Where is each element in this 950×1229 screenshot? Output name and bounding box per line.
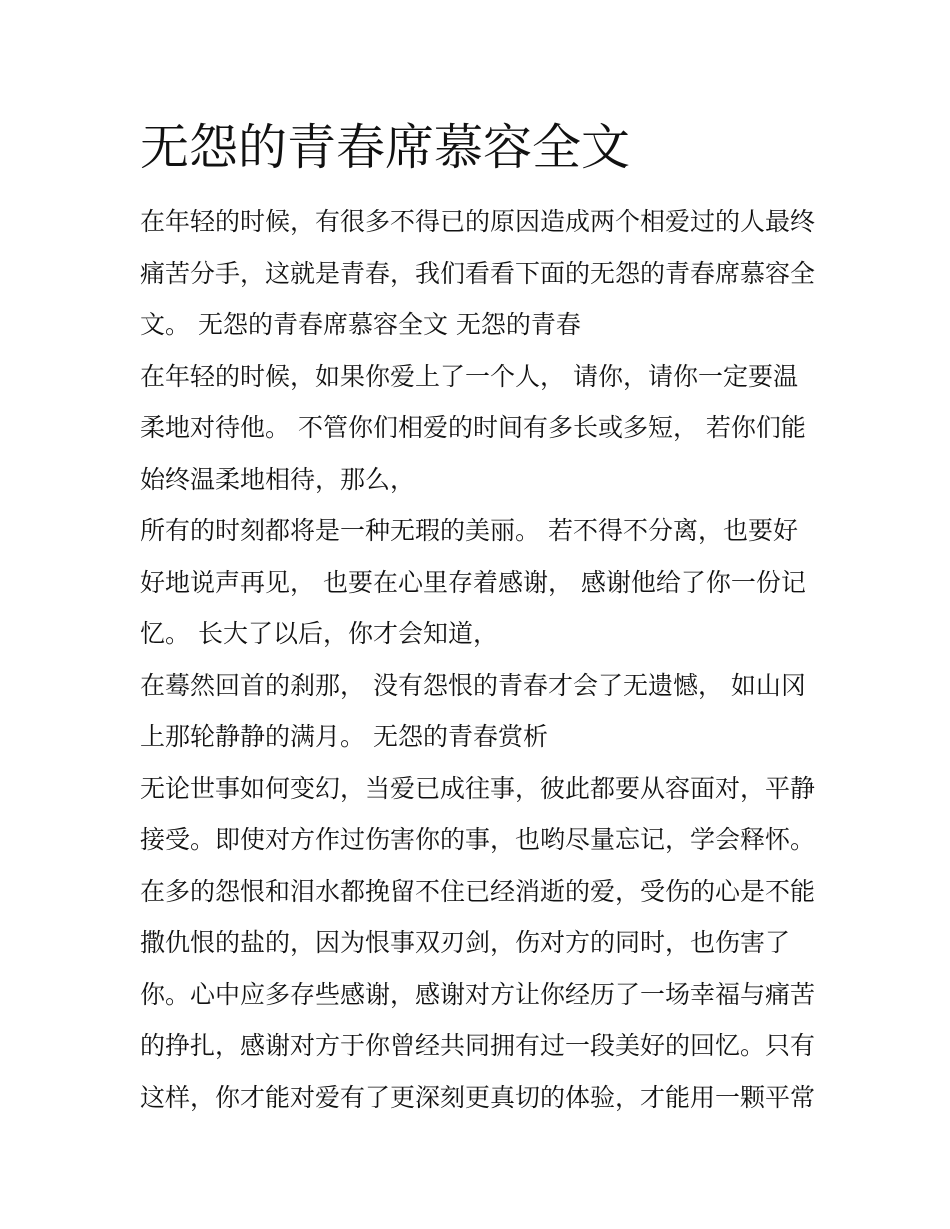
- document-title: 无怨的青春席慕容全文: [140, 119, 631, 176]
- text-line: 的挣扎，感谢对方于你曾经共同拥有过一段美好的回忆。只有: [140, 1031, 816, 1060]
- text-line: 所有的时刻都将是一种无瑕的美丽。 若不得不分离，也要好: [140, 516, 798, 545]
- text-line: 无论世事如何变幻，当爱已成往事，彼此都要从容面对，平静: [140, 773, 816, 803]
- text-line: 始终温柔地相待，那么，: [140, 464, 416, 494]
- text-line: 接受。即使对方作过伤害你的事，也哟尽量忘记，学会释怀。: [140, 825, 816, 854]
- document-body: [140, 196, 820, 1123]
- text-line: 痛苦分手，这就是青春，我们看看下面的无怨的青春席慕容全: [140, 258, 816, 288]
- text-line: 这样，你才能对爱有了更深刻更真切的体验，才能用一颗平常: [140, 1082, 816, 1112]
- text-line: 你。心中应多存些感谢，感谢对方让你经历了一场幸福与痛苦: [140, 979, 816, 1009]
- text-line: 在年轻的时候，如果你爱上了一个人， 请你，请你一定要温: [140, 361, 798, 391]
- text-line: 好地说声再见， 也要在心里存着感谢， 感谢他给了你一份记: [140, 567, 806, 597]
- text-line: 上那轮静静的满月。 无怨的青春赏析: [140, 722, 548, 751]
- text-line: 柔地对待他。 不管你们相爱的时间有多长或多短， 若你们能: [140, 413, 806, 442]
- text-line: 撒仇恨的盐的，因为恨事双刃剑，伤对方的同时，也伤害了: [140, 928, 791, 957]
- text-line: 在年轻的时候，有很多不得已的原因造成两个相爱过的人最终: [140, 207, 816, 236]
- text-line: 在多的怨恨和泪水都挽留不住已经消逝的爱，受伤的心是不能: [140, 876, 816, 906]
- text-line: 在蓦然回首的刹那， 没有怨恨的青春才会了无遗憾， 如山冈: [140, 670, 806, 700]
- text-line: 忆。 长大了以后，你才会知道，: [140, 619, 498, 648]
- text-line: 文。 无怨的青春席慕容全文 无怨的青春: [140, 310, 581, 339]
